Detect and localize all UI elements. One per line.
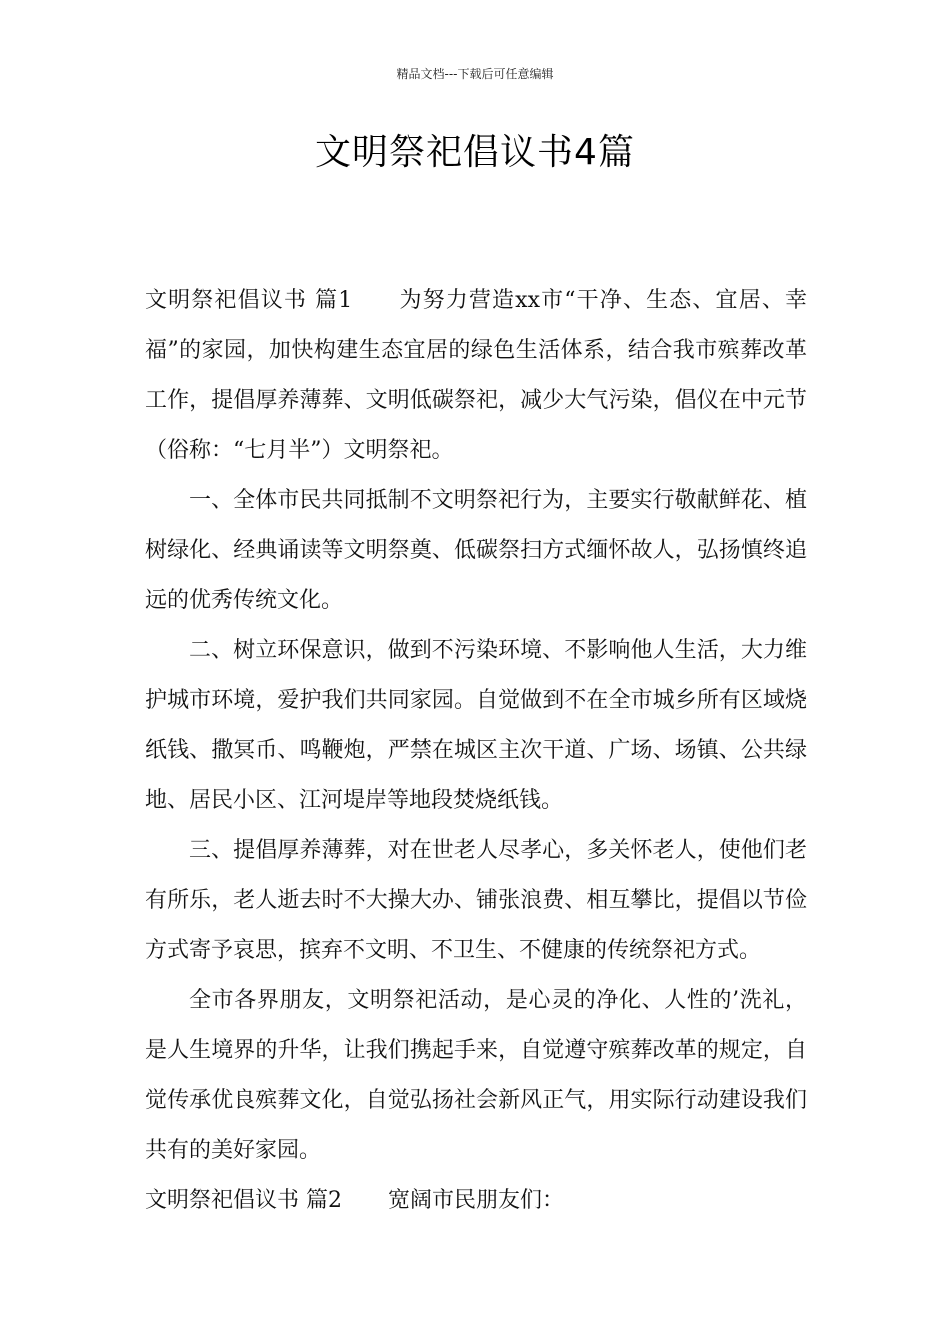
section-2-label: 文明祭祀倡议书 篇2 xyxy=(145,1188,342,1213)
section-1-label: 文明祭祀倡议书 篇1 xyxy=(145,288,353,313)
section-1-opening-text: 为努力营造xx市“干净、生态、宜居、幸福”的家园，加快构建生态宜居的绿色生活体系，结合我市殡葬改革工作，提倡厚养薄葬、文明低碳祭祀，减少大气污染，倡仪在中元节（俗称：“七月半”）文明祭祀。 xyxy=(145,288,807,463)
section-1-paragraph-4: 全市各界朋友，文明祭祀活动，是心灵的净化、人性的’洗礼，是人生境界的升华，让我们携起手来，自觉遵守殡葬改革的规定，自觉传承优良殡葬文化，自觉弘扬社会新风正气，用实际行动建设我们共有的美好家园。 xyxy=(145,988,807,1163)
section-2-opening-text: 宽阔市民朋友们： xyxy=(388,1188,565,1213)
header-note: 精品文档---下载后可任意编辑 xyxy=(396,67,554,81)
section-2-opening-paragraph xyxy=(145,1176,807,1226)
section-1-paragraph-3: 三、提倡厚养薄葬，对在世老人尽孝心，多关怀老人，使他们老有所乐，老人逝去时不大操大办、铺张浪费、相互攀比，提倡以节俭方式寄予哀思，摈弃不文明、不卫生、不健康的传统祭祀方式。 xyxy=(145,838,807,963)
section-1-opening-paragraph xyxy=(145,276,807,476)
document-title: 文明祭祀倡议书4篇 xyxy=(315,132,635,173)
section-1-paragraph-1: 一、全体市民共同抵制不文明祭祀行为，主要实行敬献鲜花、植树绿化、经典诵读等文明祭奠、低碳祭扫方式缅怀故人，弘扬慎终追远的优秀传统文化。 xyxy=(145,488,807,613)
document-body xyxy=(145,276,807,1226)
section-1-paragraph-2: 二、树立环保意识，做到不污染环境、不影响他人生活，大力维护城市环境，爱护我们共同家园。自觉做到不在全市城乡所有区域烧纸钱、撒冥币、鸣鞭炮，严禁在城区主次干道、广场、场镇、公共绿地、居民小区、江河堤岸等地段焚烧纸钱。 xyxy=(145,638,807,813)
